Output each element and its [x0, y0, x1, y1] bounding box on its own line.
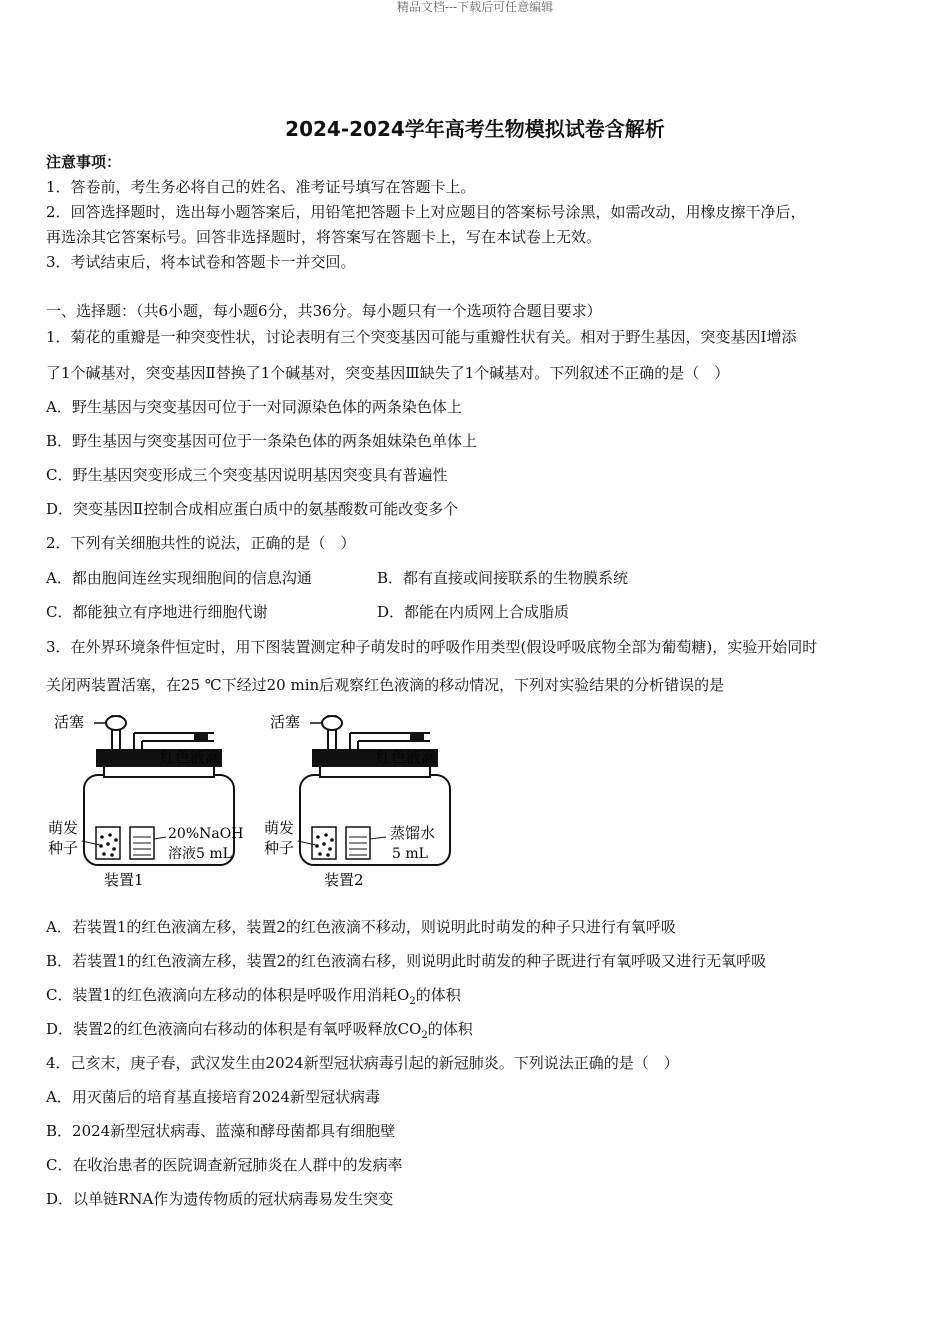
apparatus-1	[48, 713, 243, 889]
notice-item: 2．回答选择题时，选出每小题答案后，用铅笔把答题卡上对应题目的答案标号涂黑，如需改动，用橡皮擦干净后，	[46, 203, 806, 221]
water-label: 5 mL	[392, 846, 428, 862]
valve-icon	[106, 716, 126, 730]
section-heading: 一、选择题：（共6小题，每小题6分，共36分。每小题只有一个选项符合题目要求）	[46, 302, 602, 320]
apparatus-figure	[44, 705, 464, 895]
q1-option-b: B．野生基因与突变基因可位于一条染色体的两条姐妹染色单体上	[46, 432, 478, 450]
q3-option-c-text: C．装置1的红色液滴向左移动的体积是呼吸作用消耗O	[46, 986, 410, 1004]
seed-label: 萌发	[264, 819, 295, 837]
subscript: 2	[421, 1030, 428, 1041]
q4-option-c: C．在收治患者的医院调查新冠肺炎在人群中的发病率	[46, 1156, 403, 1174]
apparatus-label: 装置1	[104, 871, 144, 889]
apparatus-label: 装置2	[324, 871, 364, 889]
page-header: 精品文档---下载后可任意编辑	[396, 0, 554, 14]
solution-label: 20%NaOH	[168, 826, 244, 842]
seed-label: 种子	[48, 839, 79, 857]
valve-label: 活塞	[270, 713, 301, 731]
q1-option-c: C．野生基因突变形成三个突变基因说明基因突变具有普遍性	[46, 466, 448, 484]
notice-heading: 注意事项：	[46, 153, 122, 171]
q2-option-c: C．都能独立有序地进行细胞代谢	[46, 603, 268, 621]
q1-option-d: D．突变基因Ⅱ控制合成相应蛋白质中的氨基酸数可能改变多个	[46, 500, 459, 518]
subscript: 2	[409, 996, 416, 1007]
notice-item: 1．答卷前，考生务必将自己的姓名、准考证号填写在答题卡上。	[46, 178, 476, 196]
q2-option-d: D．都能在内质网上合成脂质	[377, 603, 570, 621]
q3-option-a: A．若装置1的红色液滴左移，装置2的红色液滴不移动，则说明此时萌发的种子只进行有氧呼吸	[46, 918, 676, 936]
q4-option-b: B．2024新型冠状病毒、蓝藻和酵母菌都具有细胞壁	[46, 1122, 396, 1140]
page-title: 2024-2024学年高考生物模拟试卷含解析	[285, 117, 665, 141]
seed-label: 种子	[264, 839, 295, 857]
q3-option-b: B．若装置1的红色液滴左移，装置2的红色液滴右移，则说明此时萌发的种子既进行有氧呼吸又进行无氧呼吸	[46, 952, 767, 970]
red-droplet	[194, 733, 208, 741]
q3-option-c-text: 的体积	[415, 986, 461, 1004]
solution-label: 溶液5 mL	[168, 846, 232, 862]
q3-stem: 3．在外界环境条件恒定时，用下图装置测定种子萌发时的呼吸作用类型(假设呼吸底物全部为葡萄糖)，实验开始同时	[46, 638, 818, 656]
q4-stem: 4．己亥末，庚子春，武汉发生由2024新型冠状病毒引起的新冠肺炎。下列说法正确的是（ ）	[46, 1054, 679, 1072]
q1-stem: 1．菊花的重瓣是一种突变性状，讨论表明有三个突变基因可能与重瓣性状有关。相对于野生基因，突变基因Ⅰ增添	[46, 328, 797, 346]
q2-stem: 2．下列有关细胞共性的说法，正确的是（ ）	[46, 534, 356, 552]
q1-option-a: A．野生基因与突变基因可位于一对同源染色体的两条染色体上	[46, 398, 462, 416]
valve-icon	[322, 716, 342, 730]
q1-stem: 了1个碱基对，突变基因Ⅱ替换了1个碱基对，突变基因Ⅲ缺失了1个碱基对。下列叙述不正确的是（ ）	[46, 364, 730, 382]
apparatus-2	[264, 713, 450, 889]
notice-item: 再选涂其它答案标号。回答非选择题时，将答案写在答题卡上，写在本试卷上无效。	[46, 228, 602, 246]
water-label: 蒸馏水	[390, 824, 436, 842]
notice-item: 3．考试结束后，将本试卷和答题卡一并交回。	[46, 253, 356, 271]
q2-option-a: A．都由胞间连丝实现细胞间的信息沟通	[46, 569, 312, 587]
q4-option-d: D．以单链RNA作为遗传物质的冠状病毒易发生突变	[46, 1190, 394, 1208]
q3-stem: 关闭两装置活塞，在25 ℃下经过20 min后观察红色液滴的移动情况，下列对实验结果的分析错误的是	[46, 676, 725, 694]
droplet-label: 红色液滴	[376, 748, 437, 766]
seed-label: 萌发	[48, 819, 79, 837]
q4-option-a: A．用灭菌后的培育基直接培育2024新型冠状病毒	[46, 1088, 381, 1106]
q2-option-b: B．都有直接或间接联系的生物膜系统	[377, 569, 629, 587]
q3-option-d-text: 的体积	[427, 1020, 473, 1038]
valve-label: 活塞	[54, 713, 85, 731]
q3-option-c	[46, 985, 461, 1012]
q3-option-d	[46, 1019, 473, 1046]
q3-option-d-text: D．装置2的红色液滴向右移动的体积是有氧呼吸释放CO	[46, 1020, 422, 1038]
red-droplet	[410, 733, 424, 741]
droplet-label: 红色液滴	[160, 748, 221, 766]
